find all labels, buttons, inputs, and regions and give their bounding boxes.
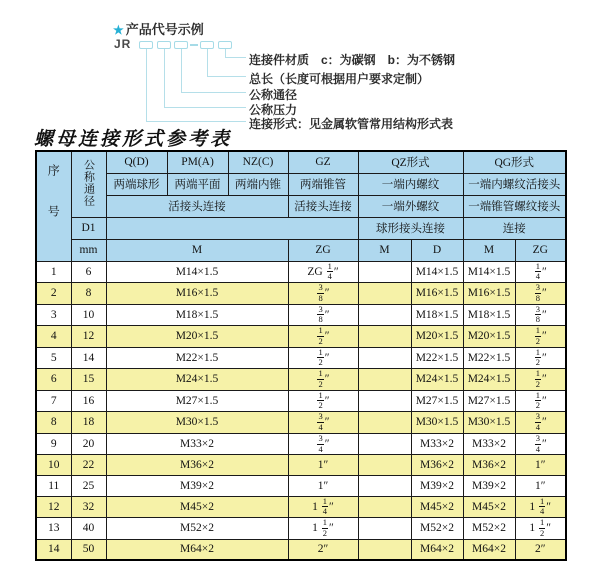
star-icon: ★ bbox=[113, 23, 124, 37]
cell-qz-m bbox=[358, 433, 411, 455]
header-union-connection: 活接头连接 bbox=[106, 195, 288, 217]
cell-mm: 12 bbox=[71, 326, 106, 348]
leader-line bbox=[146, 49, 246, 122]
table-row bbox=[36, 518, 566, 540]
cell-qg-zg: $\frac{1}{2}$ ″ bbox=[515, 369, 566, 391]
cell-qz-d: M33×2 bbox=[411, 433, 463, 455]
cell-m-thread: M36×2 bbox=[106, 455, 288, 476]
cell-qg-m: M22×1.5 bbox=[463, 347, 515, 369]
code-prefix: JR bbox=[114, 37, 132, 51]
header-m-unit: M bbox=[106, 239, 288, 261]
cell-qz-d: M52×2 bbox=[411, 518, 463, 540]
header-q-desc: 两端球形 bbox=[106, 173, 167, 195]
cell-m-thread: M33×2 bbox=[106, 433, 288, 455]
cell-qg-m: M24×1.5 bbox=[463, 369, 515, 391]
header-qg-zg-unit: ZG bbox=[515, 239, 566, 261]
header-d1: D1 bbox=[71, 217, 106, 239]
header-qz-row4: 球形接头连接 bbox=[358, 217, 463, 239]
header-pm: PM(A) bbox=[167, 151, 228, 173]
header-q: Q(D) bbox=[106, 151, 167, 173]
cell-qg-zg: 2″ bbox=[515, 539, 566, 560]
cell-qz-d: M45×2 bbox=[411, 496, 463, 518]
cell-zg: $\frac{1}{2}$ ″ bbox=[288, 326, 358, 348]
header-qg-row3: 一端锥管螺纹接头 bbox=[463, 195, 566, 217]
code-segment-box bbox=[157, 41, 171, 49]
header-nz-desc: 两端内锥 bbox=[228, 173, 288, 195]
cell-qg-zg: $\frac{1}{2}$ ″ bbox=[515, 390, 566, 412]
code-segment-label: 公称通径 bbox=[249, 88, 298, 102]
header-qz-row3: 一端外螺纹 bbox=[358, 195, 463, 217]
cell-seq: 2 bbox=[36, 283, 71, 305]
cell-zg: 2″ bbox=[288, 539, 358, 560]
table-row bbox=[36, 326, 566, 348]
cell-qg-m: M52×2 bbox=[463, 518, 515, 540]
table-body bbox=[36, 261, 566, 560]
cell-zg: $\frac{3}{8}$ ″ bbox=[288, 283, 358, 305]
cell-qz-m bbox=[358, 283, 411, 305]
code-segment-box bbox=[139, 41, 153, 49]
cell-qz-d: M36×2 bbox=[411, 455, 463, 476]
cell-seq: 3 bbox=[36, 304, 71, 326]
header-qz: QZ形式 bbox=[358, 151, 463, 173]
cell-qz-m bbox=[358, 475, 411, 496]
header-nz: NZ(C) bbox=[228, 151, 288, 173]
cell-zg: $\frac{1}{2}$ ″ bbox=[288, 369, 358, 391]
cell-mm: 6 bbox=[71, 261, 106, 283]
cell-qg-zg: $\frac{1}{2}$ ″ bbox=[515, 326, 566, 348]
cell-mm: 25 bbox=[71, 475, 106, 496]
cell-seq: 14 bbox=[36, 539, 71, 560]
cell-m-thread: M18×1.5 bbox=[106, 304, 288, 326]
cell-mm: 50 bbox=[71, 539, 106, 560]
cell-qz-d: M18×1.5 bbox=[411, 304, 463, 326]
cell-m-thread: M64×2 bbox=[106, 539, 288, 560]
cell-seq: 7 bbox=[36, 390, 71, 412]
cell-mm: 18 bbox=[71, 412, 106, 434]
cell-qg-m: M18×1.5 bbox=[463, 304, 515, 326]
code-segment-label: 总长（长度可根据用户要求定制） bbox=[249, 72, 430, 86]
header-qg-m-unit: M bbox=[463, 239, 515, 261]
table-row bbox=[36, 412, 566, 434]
cell-qz-d: M30×1.5 bbox=[411, 412, 463, 434]
cell-qg-zg: $\frac{3}{4}$ ″ bbox=[515, 412, 566, 434]
cell-qg-zg: 1″ bbox=[515, 455, 566, 476]
cell-qz-m bbox=[358, 261, 411, 283]
header-mm: mm bbox=[71, 239, 106, 261]
cell-qz-d: M39×2 bbox=[411, 475, 463, 496]
cell-seq: 10 bbox=[36, 455, 71, 476]
header-seq: 序号 bbox=[36, 151, 71, 261]
cell-mm: 22 bbox=[71, 455, 106, 476]
cell-qg-zg: $\frac{3}{8}$ ″ bbox=[515, 283, 566, 305]
cell-qz-m bbox=[358, 304, 411, 326]
cell-m-thread: M52×2 bbox=[106, 518, 288, 540]
cell-qg-m: M16×1.5 bbox=[463, 283, 515, 305]
cell-seq: 12 bbox=[36, 496, 71, 518]
header-qz-desc: 一端内螺纹 bbox=[358, 173, 463, 195]
cell-qg-m: M27×1.5 bbox=[463, 390, 515, 412]
code-segment-label: 公称压力 bbox=[249, 103, 298, 117]
cell-mm: 8 bbox=[71, 283, 106, 305]
cell-seq: 11 bbox=[36, 475, 71, 496]
header-qz-m-unit: M bbox=[358, 239, 411, 261]
cell-qg-zg: $\frac{3}{8}$ ″ bbox=[515, 304, 566, 326]
table-header bbox=[36, 151, 566, 261]
code-segment-label: 连接件材质 c：为碳钢 b：为不锈钢 bbox=[249, 53, 456, 67]
nut-connection-reference-table bbox=[35, 150, 567, 561]
header-qz-d-unit: D bbox=[411, 239, 463, 261]
cell-m-thread: M16×1.5 bbox=[106, 283, 288, 305]
cell-qg-zg: $\frac{1}{2}$ ″ bbox=[515, 347, 566, 369]
cell-m-thread: M39×2 bbox=[106, 475, 288, 496]
cell-qg-zg: $\frac{1}{4}$ ″ bbox=[515, 261, 566, 283]
cell-m-thread: M45×2 bbox=[106, 496, 288, 518]
cell-m-thread: M20×1.5 bbox=[106, 326, 288, 348]
cell-zg: $\frac{1}{2}$ ″ bbox=[288, 390, 358, 412]
header-gz: GZ bbox=[288, 151, 358, 173]
table-row bbox=[36, 347, 566, 369]
cell-zg: 1 $\frac{1}{2}$ ″ bbox=[288, 518, 358, 540]
cell-qz-m bbox=[358, 390, 411, 412]
cell-seq: 1 bbox=[36, 261, 71, 283]
cell-qg-m: M14×1.5 bbox=[463, 261, 515, 283]
diagram-title bbox=[113, 19, 204, 38]
cell-qz-d: M22×1.5 bbox=[411, 347, 463, 369]
cell-qg-zg: 1″ bbox=[515, 475, 566, 496]
header-gz-connection: 活接头连接 bbox=[288, 195, 358, 217]
cell-qz-m bbox=[358, 455, 411, 476]
cell-qz-m bbox=[358, 518, 411, 540]
cell-m-thread: M24×1.5 bbox=[106, 369, 288, 391]
cell-zg: 1 $\frac{1}{4}$ ″ bbox=[288, 496, 358, 518]
header-empty bbox=[106, 217, 358, 239]
table-row bbox=[36, 304, 566, 326]
header-qg: QG形式 bbox=[463, 151, 566, 173]
cell-qz-m bbox=[358, 369, 411, 391]
cell-mm: 15 bbox=[71, 369, 106, 391]
header-zg-unit: ZG bbox=[288, 239, 358, 261]
cell-qg-m: M64×2 bbox=[463, 539, 515, 560]
cell-mm: 14 bbox=[71, 347, 106, 369]
table-row bbox=[36, 283, 566, 305]
cell-zg: $\frac{3}{4}$ ″ bbox=[288, 433, 358, 455]
cell-qg-zg: 1 $\frac{1}{4}$ ″ bbox=[515, 496, 566, 518]
cell-seq: 9 bbox=[36, 433, 71, 455]
cell-qz-m bbox=[358, 326, 411, 348]
cell-zg: ZG $\frac{1}{4}$ ″ bbox=[288, 261, 358, 283]
table-row bbox=[36, 433, 566, 455]
header-qg-row4: 连接 bbox=[463, 217, 566, 239]
cell-mm: 10 bbox=[71, 304, 106, 326]
cell-mm: 40 bbox=[71, 518, 106, 540]
cell-qz-m bbox=[358, 496, 411, 518]
header-gz-desc: 两端锥管 bbox=[288, 173, 358, 195]
cell-qg-m: M36×2 bbox=[463, 455, 515, 476]
cell-qz-d: M27×1.5 bbox=[411, 390, 463, 412]
table-row bbox=[36, 475, 566, 496]
cell-qz-m bbox=[358, 539, 411, 560]
cell-zg: $\frac{3}{4}$ ″ bbox=[288, 412, 358, 434]
cell-qz-d: M16×1.5 bbox=[411, 283, 463, 305]
cell-qg-m: M33×2 bbox=[463, 433, 515, 455]
code-segment-box bbox=[200, 41, 214, 49]
cell-mm: 32 bbox=[71, 496, 106, 518]
code-segment-box bbox=[174, 41, 188, 49]
table-row bbox=[36, 496, 566, 518]
diagram-title-text: 产品代号示例 bbox=[125, 22, 204, 37]
code-segment-box bbox=[218, 41, 232, 49]
cell-qz-d: M20×1.5 bbox=[411, 326, 463, 348]
cell-seq: 6 bbox=[36, 369, 71, 391]
cell-seq: 4 bbox=[36, 326, 71, 348]
cell-qz-d: M14×1.5 bbox=[411, 261, 463, 283]
code-segment-separator bbox=[190, 44, 198, 46]
cell-qg-zg: 1 $\frac{1}{2}$ ″ bbox=[515, 518, 566, 540]
table-row bbox=[36, 369, 566, 391]
cell-qg-zg: $\frac{3}{4}$ ″ bbox=[515, 433, 566, 455]
cell-qg-m: M20×1.5 bbox=[463, 326, 515, 348]
cell-seq: 13 bbox=[36, 518, 71, 540]
table-row bbox=[36, 539, 566, 560]
cell-qz-d: M24×1.5 bbox=[411, 369, 463, 391]
cell-zg: $\frac{1}{2}$ ″ bbox=[288, 347, 358, 369]
code-segment-label: 连接形式：见金属软管常用结构形式表 bbox=[249, 117, 454, 131]
cell-mm: 16 bbox=[71, 390, 106, 412]
table-row bbox=[36, 455, 566, 476]
cell-qz-m bbox=[358, 412, 411, 434]
cell-zg: 1″ bbox=[288, 475, 358, 496]
header-nominal-diameter: 公称通径 bbox=[71, 151, 106, 217]
table-row bbox=[36, 261, 566, 283]
cell-qz-d: M64×2 bbox=[411, 539, 463, 560]
table-title: 螺母连接形式参考表 bbox=[34, 129, 233, 150]
cell-m-thread: M30×1.5 bbox=[106, 412, 288, 434]
cell-qz-m bbox=[358, 347, 411, 369]
header-qg-desc: 一端内螺纹活接头 bbox=[463, 173, 566, 195]
cell-mm: 20 bbox=[71, 433, 106, 455]
header-pm-desc: 两端平面 bbox=[167, 173, 228, 195]
cell-zg: $\frac{3}{8}$ ″ bbox=[288, 304, 358, 326]
cell-zg: 1″ bbox=[288, 455, 358, 476]
cell-qg-m: M30×1.5 bbox=[463, 412, 515, 434]
cell-m-thread: M14×1.5 bbox=[106, 261, 288, 283]
table-row bbox=[36, 390, 566, 412]
cell-m-thread: M27×1.5 bbox=[106, 390, 288, 412]
cell-seq: 5 bbox=[36, 347, 71, 369]
cell-qg-m: M45×2 bbox=[463, 496, 515, 518]
cell-qg-m: M39×2 bbox=[463, 475, 515, 496]
cell-m-thread: M22×1.5 bbox=[106, 347, 288, 369]
cell-seq: 8 bbox=[36, 412, 71, 434]
